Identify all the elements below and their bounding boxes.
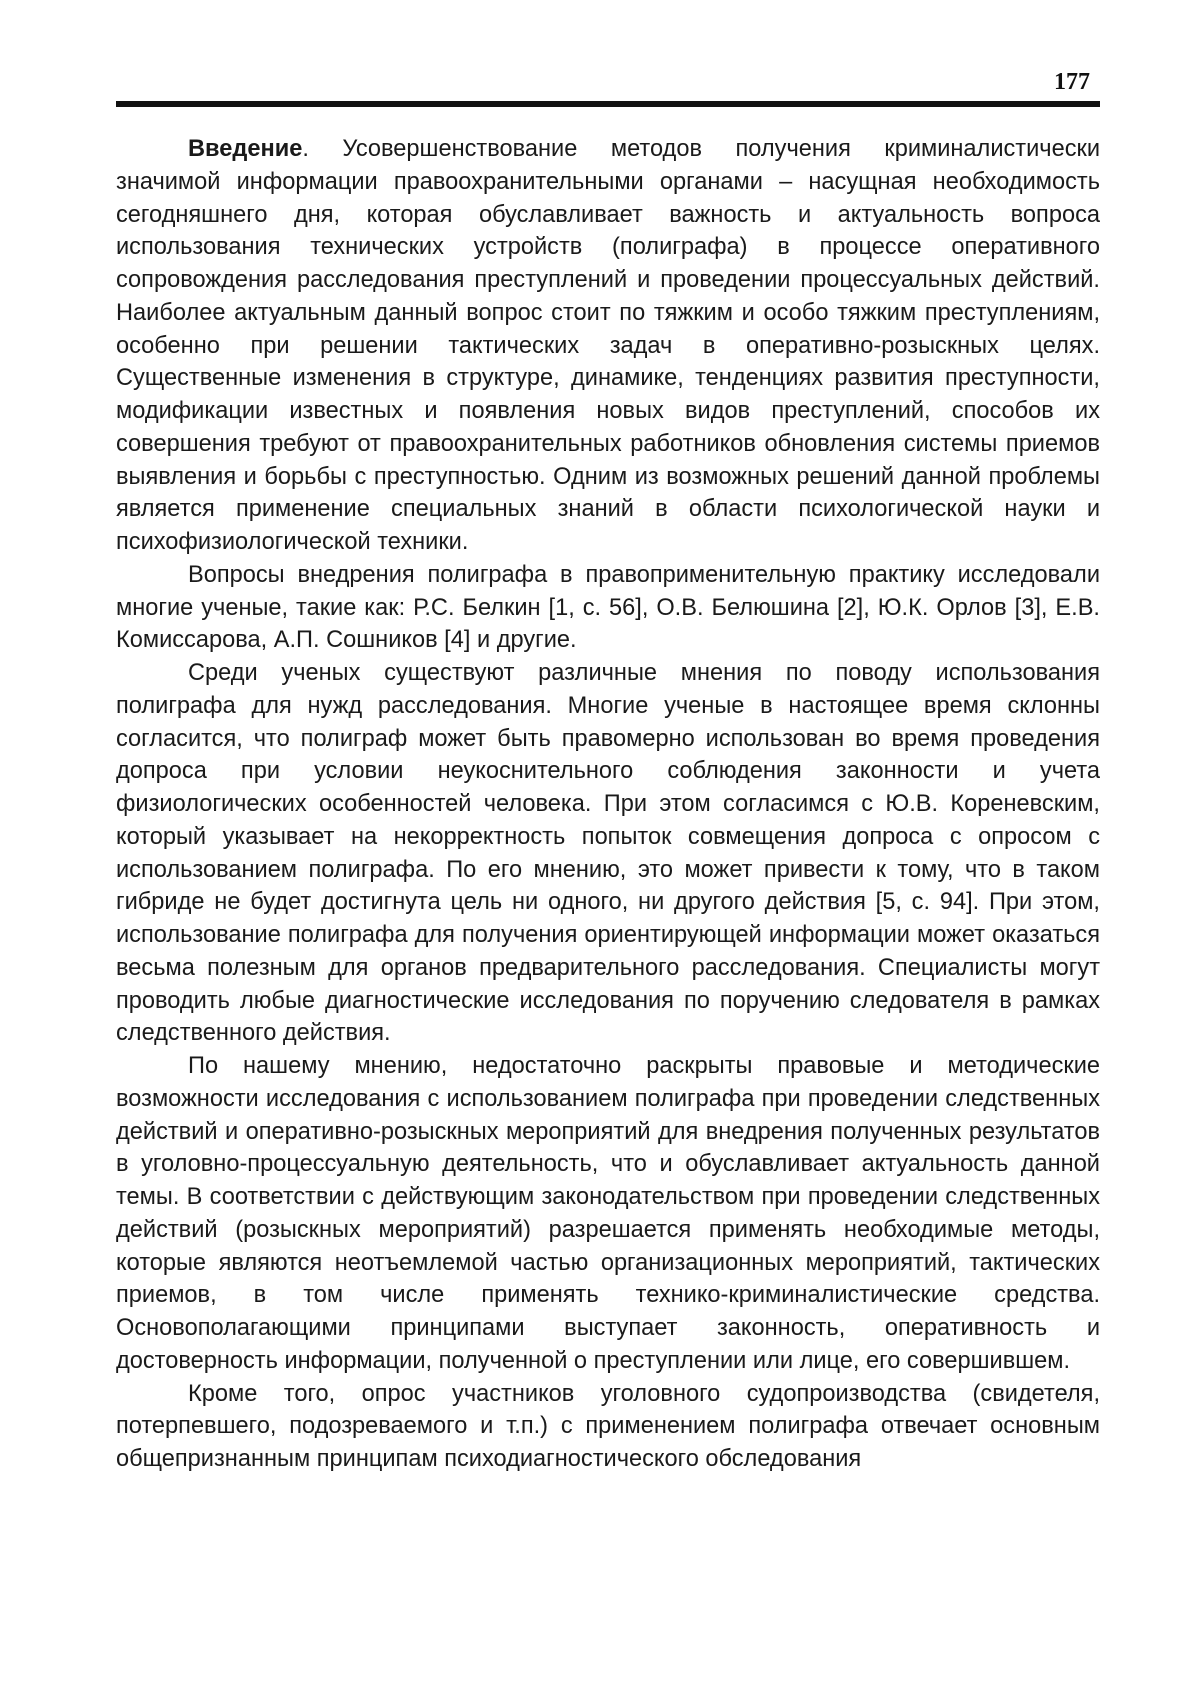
article-body	[116, 133, 1100, 1476]
paragraph-text: . Усовершенствование методов получения криминалистически значимой информации правоохранительными органами – насущная необходимость сегодняшнего дня, которая обуславливает важность и актуальность вопроса использования технических устройств (полиграфа) в процессе оперативного сопровождения расследования преступлений и проведении процессуальных действий. Наиболее актуальным данный вопрос стоит по тяжким и особо тяжким преступлениям, особенно при решении тактических задач в оперативно-розыскных целях. Существенные изменения в структуре, динамике, тенденциях развития преступности, модификации известных и появления новых видов преступлений, способов их совершения требуют от правоохранительных работников обновления системы приемов выявления и борьбы с преступностью. Одним из возможных решений данной проблемы является применение специальных знаний в области психологической науки и психофизиологической техники.	[116, 136, 1100, 555]
paragraph-scholar-opinions: Среди ученых существуют различные мнения по поводу использования полиграфа для нужд расследования. Многие ученые в настоящее время склонны согласится, что полиграф может быть правомерно использован во время проведения допроса при условии неукоснительного соблюдения законности и учета физиологических особенностей человека. При этом согласимся с Ю.В. Кореневским, который указывает на некорректность попыток совмещения допроса с опросом с использованием полиграфа. По его мнению, это может привести к тому, что в таком гибриде не будет достигнута цель ни одного, ни другого действия [5, с. 94]. При этом, использование полиграфа для получения ориентирующей информации может оказаться весьма полезным для органов предварительного расследования. Специалисты могут проводить любые диагностические исследования по поручению следователя в рамках следственного действия.	[116, 660, 1100, 1047]
paragraph-polygraph-researchers: Вопросы внедрения полиграфа в правоприменительную практику исследовали многие ученые, такие как: Р.С. Белкин [1, с. 56], О.В. Белюшина [2], Ю.К. Орлов [3], Е.В. Комиссарова, А.П. Сошников [4] и другие.	[116, 561, 1100, 654]
page-number: 177	[1054, 69, 1090, 95]
intro-heading: Введение	[188, 136, 303, 162]
paragraph-introduction	[116, 133, 1100, 559]
header-double-rule	[116, 101, 1100, 107]
paragraph-survey-participants: Кроме того, опрос участников уголовного судопроизводства (свидетеля, потерпевшего, подозреваемого и т.п.) с применением полиграфа отвечает основным общепризнанным принципам психодиагностического обследования	[116, 1380, 1100, 1472]
paragraph-our-opinion: По нашему мнению, недостаточно раскрыты правовые и методические возможности исследования с использованием полиграфа при проведении следственных действий и оперативно-розыскных мероприятий для внедрения полученных результатов в уголовно-процессуальную деятельность, что и обуславливает актуальность данной темы. В соответствии с действующим законодательством при проведении следственных действий (розыскных мероприятий) разрешается применять необходимые методы, которые являются неотъемлемой частью организационных мероприятий, тактических приемов, в том числе применять технико-криминалистические средства. Основополагающими принципами выступает законность, оперативность и достоверность информации, полученной о преступлении или лице, его совершившем.	[116, 1053, 1100, 1374]
